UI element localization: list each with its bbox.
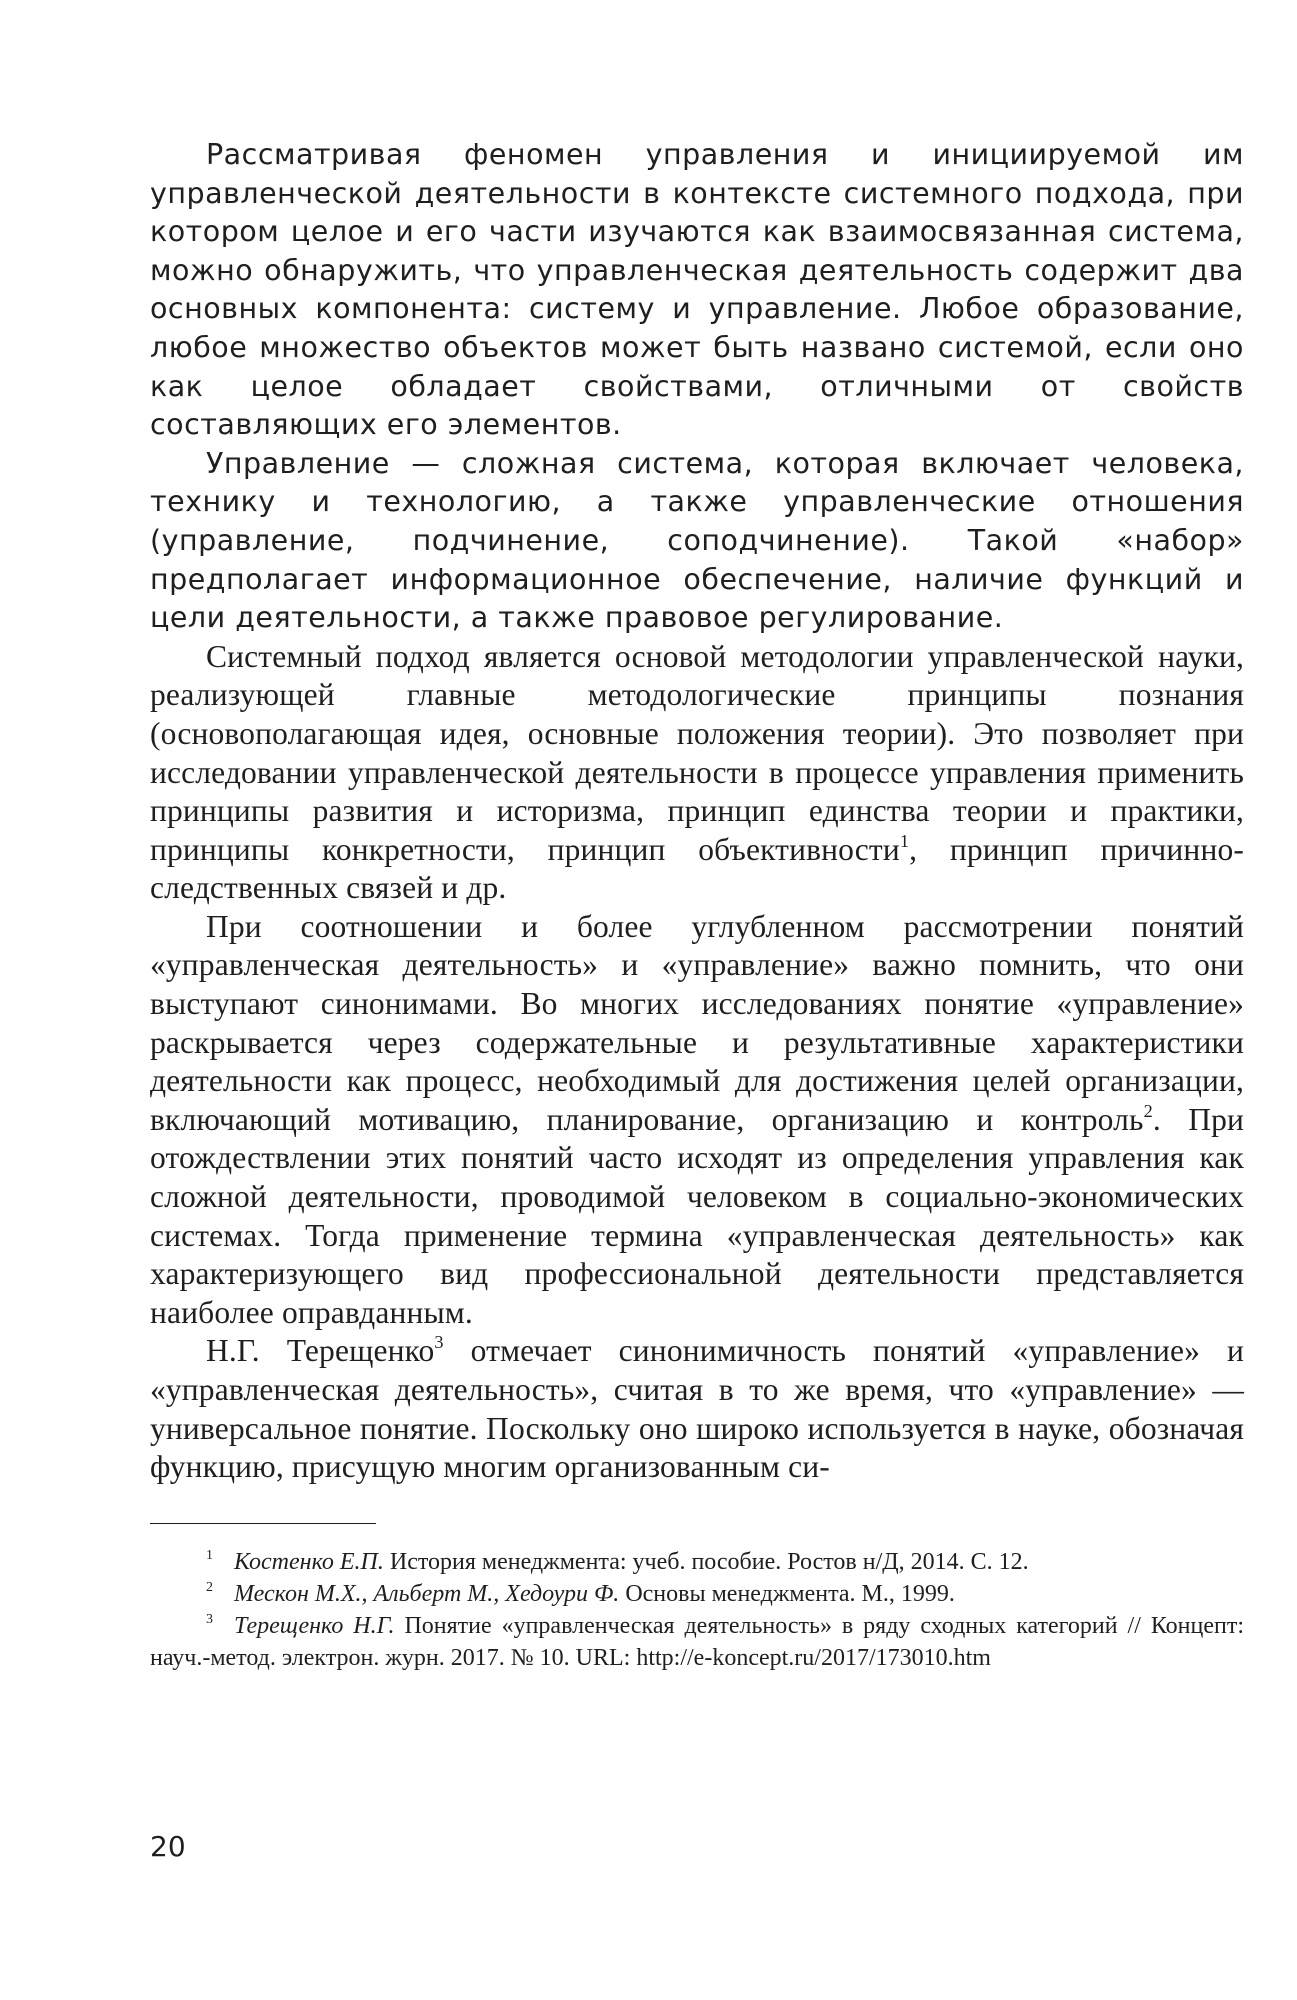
footnote-author: Мескон М.Х., Альберт М., Хедоури Ф. [234, 1580, 620, 1607]
footnote-reference[interactable]: 1 [899, 830, 910, 851]
paragraph-systems-approach: Рассматривая феномен управления и инициируемой им управленческой деятельности в контексте системного подхода, при котором целое и его части изучаются как взаимосвязанная система, можно обнаружить, что управленческая деятельность содержит два основных компонента: систему и управление. Любое образование, любое множество объектов может быть названо системой, если оно как целое обладает свойствами, отличными от свойств составляющих его элементов. [150, 138, 1244, 442]
paragraph-text: Н.Г. Терещенко [206, 1333, 435, 1369]
footnote-reference[interactable]: 3 [434, 1332, 444, 1353]
footnote-1 [150, 1546, 1244, 1578]
footnote-number: 3 [206, 1611, 213, 1627]
footnote-number: 1 [206, 1547, 213, 1563]
footnote-text: История менеджмента: учеб. пособие. Ростов н/Д, 2014. С. 12. [383, 1548, 1029, 1575]
paragraph-synonyms [150, 908, 1244, 1333]
footnote-author: Костенко Е.П. [234, 1548, 384, 1575]
paragraph-text: Системный подход является основой методологии управленческой науки, реализующей главные методологические принципы познания (основополагающая идея, основные положения теории). Это позволяет при исследовании управленческой деятельности в процессе управления применить принципы развития и историзма, принцип единства теории и практики, принципы конкретности, принцип объективности [150, 638, 1244, 867]
paragraph-management-definition: Управление — сложная система, которая включает человека, технику и технологию, а также управленческие отношения (управление, подчинение, соподчинение). Такой «набор» предполагает информационное обеспечение, наличие функций и цели деятельности, а также правовое регулирование. [150, 446, 1244, 635]
paragraph-text: . При отождествлении этих понятий часто исходят из определения управления как сложной деятельности, проводимой человеком в социально-экономических системах. Тогда применение термина «управленческая деятельность» как характеризующего вид профессиональной деятельности представляется наиболее оправданным. [150, 1101, 1244, 1330]
page-body [150, 136, 1244, 1674]
paragraph-text: При соотношении и более углубленном рассмотрении понятий «управленческая деятельность» и «управление» важно помнить, что они выступают синонимами. Во многих исследованиях понятие «управление» раскрывается через содержательные и результативные характеристики деятельности как процесс, необходимый для достижения целей организации, включающий мотивацию, планирование, организацию и контроль [150, 908, 1244, 1137]
footnote-3 [150, 1610, 1244, 1674]
footnote-author: Терещенко Н.Г. [234, 1612, 395, 1639]
footnote-separator [150, 1523, 376, 1524]
paragraph-tereshchenko [150, 1332, 1244, 1486]
page-number: 20 [150, 1830, 186, 1863]
footnote-number: 2 [206, 1579, 213, 1595]
paragraph-methodology [150, 638, 1244, 908]
paragraph-text: отмечает синонимичность понятий «управление» и «управленческая деятельность», считая в то же время, что «управление» — универсальное понятие. Поскольку оно широко используется в науке, обозначая функцию, присущую многим организованным си- [150, 1333, 1245, 1485]
footnote-2 [150, 1578, 1244, 1610]
footnote-reference[interactable]: 2 [1143, 1100, 1153, 1121]
footnote-text: Понятие «управленческая деятельность» в ряду сходных категорий // Концепт: науч.-метод. электрон. журн. 2017. № 10. URL: http://e-koncept.ru/2017/173010.htm [150, 1612, 1244, 1671]
footnote-text: Основы менеджмента. М., 1999. [619, 1580, 955, 1607]
paragraph-text: , принцип причинно-следственных связей и др. [150, 831, 1244, 906]
